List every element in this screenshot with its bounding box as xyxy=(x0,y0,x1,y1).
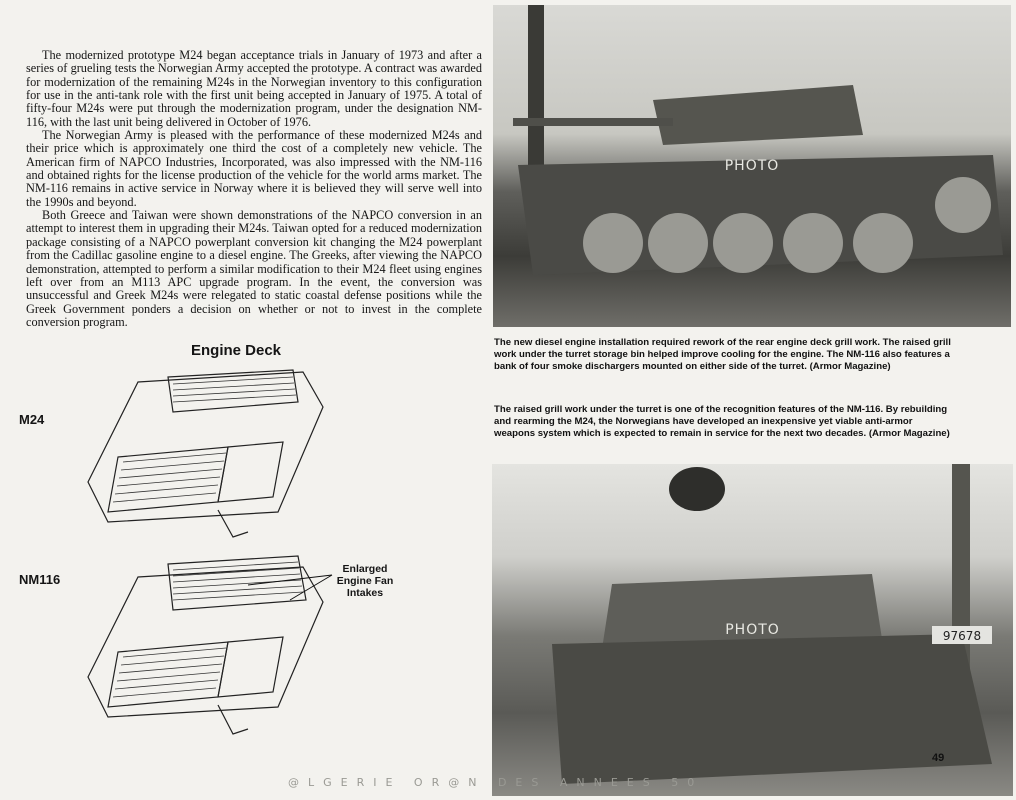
diagram-title: Engine Deck xyxy=(191,342,282,359)
photo-tank-rear xyxy=(492,464,1013,796)
photo-caption-bottom: The raised grill work under the turret is one of the recognition features of the NM-116. By rebuilding and rearming the M24, the Norwegians have developed an inexpensive yet viable anti-armor weapons system which is expected to remain in service for the next two decades. (Armor Magazine) xyxy=(494,404,950,440)
label-m24: M24 xyxy=(19,412,45,427)
paragraph: Both Greece and Taiwan were shown demonstrations of the NAPCO conversion in an attempt to interest them in upgrading their M24s. Taiwan opted for a reduced modernization package consisting of a NAPCO powerplant conversion kit changing the M24 powerplant from the Cadillac gasoline engine to a diesel engine. The Greeks, after viewing the NAPCO demonstration, attempted to perform a similar modification to their M24 fleet using engines left over from an M113 APC upgrade program. In the event, the conversion was unsuccessful and Greek M24s were relegated to static coastal defense positions while the Greek Government ponders a decision on whether or not to invest in the complete conversion program. xyxy=(26,208,482,329)
photo-placeholder-label: PHOTO xyxy=(725,622,780,638)
page-number: 49 xyxy=(932,752,945,764)
watermark: @LGERIE OR@N DES ANNEES 50 xyxy=(288,776,704,789)
photo-placeholder-label: PHOTO xyxy=(724,158,780,174)
callout-enlarged-fan-intakes: Enlarged Engine Fan Intakes xyxy=(336,563,394,599)
vehicle-registration-plate: 97678 xyxy=(942,629,982,643)
engine-deck-drawing-nm116 xyxy=(78,552,328,742)
paragraph: The Norwegian Army is pleased with the performance of these modernized M24s and their price which is approximately one third the cost of a completely new vehicle. The American firm of NAPCO Industries, Incorporated, was also impressed with the NM-116 and obtained rights for the license production of the vehicle for the world arms market. The NM-116 remains in active service in Norway where it is believed they will serve well into the 1990s and beyond. xyxy=(26,128,482,209)
photo-caption-top: The new diesel engine installation required rework of the rear engine deck grill work. The raised grill work under the turret storage bin helped improve cooling for the engine. The NM-116 also features a bank of four smoke dischargers mounted on either side of the turret. (Armor Magazine) xyxy=(494,337,951,373)
paragraph: The modernized prototype M24 began acceptance trials in January of 1973 and after a series of grueling tests the Norwegian Army accepted the prototype. A contract was awarded for modernization of the remaining M24s in the Norwegian inventory to this configuration for use in the anti-tank role with the first unit being accepted in January of 1975. A total of fifty-four M24s were put through the modernization program, under the designation NM-116, with the last unit being delivered in October of 1976. xyxy=(26,48,482,129)
photo-tank-side xyxy=(493,5,1011,327)
engine-deck-drawing-m24 xyxy=(78,362,328,547)
label-nm116: NM116 xyxy=(19,572,61,587)
body-text xyxy=(26,49,482,329)
